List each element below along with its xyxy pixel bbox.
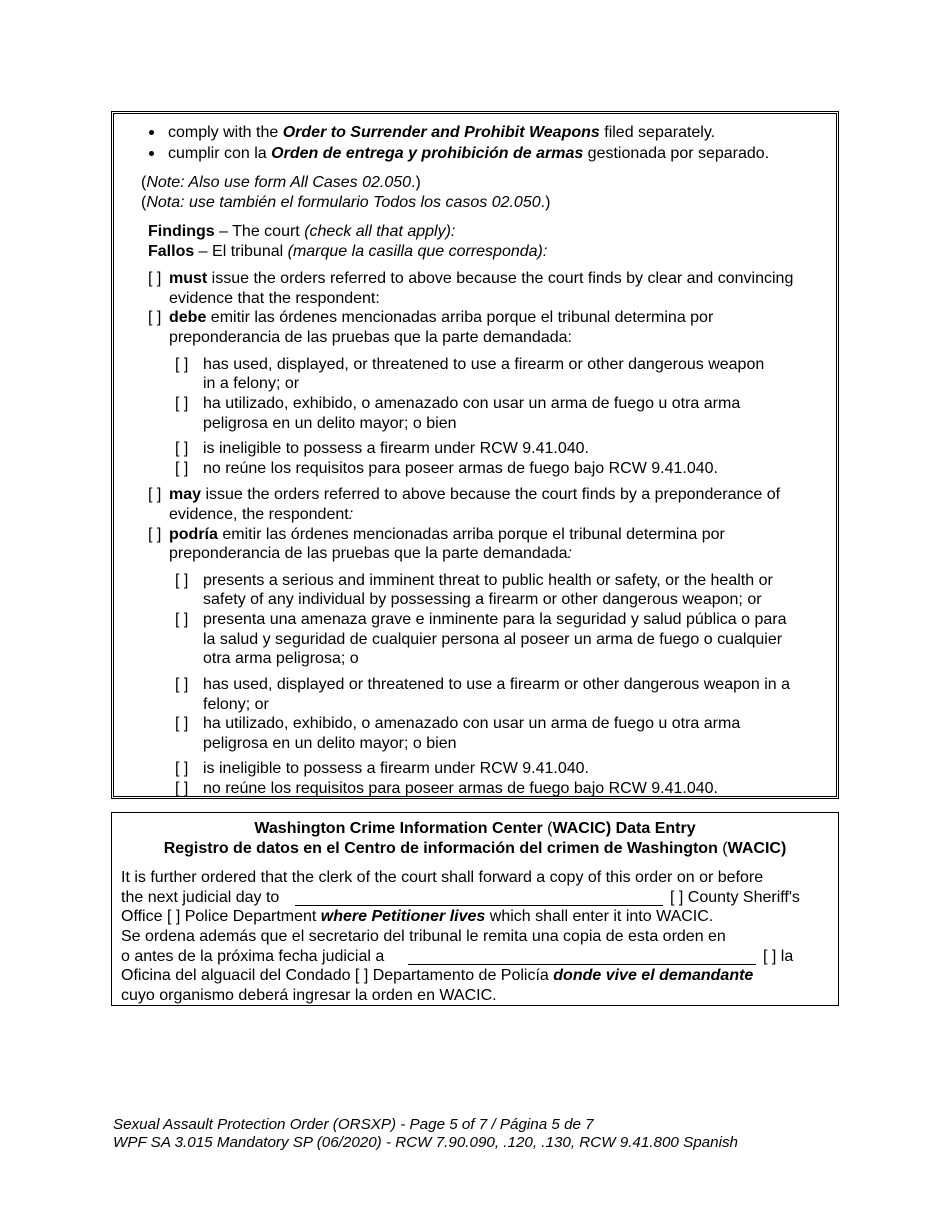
must-ineligible: is ineligible to possess a firearm under RCW 9.41.040. xyxy=(203,440,589,457)
checkbox-must-felony-es[interactable]: [ ] xyxy=(175,395,189,412)
checkbox-may-ineligible[interactable]: [ ] xyxy=(175,760,189,777)
sheriff-blank-field[interactable] xyxy=(295,888,663,906)
checkbox-must-felony[interactable]: [ ] xyxy=(175,356,189,373)
may-felony-es-line-1: ha utilizado, exhibido, o amenazado con usar un arma de fuego u otra arma xyxy=(203,715,741,732)
footer-form-info: WPF SA 3.015 Mandatory SP (06/2020) - RCW 7.90.090, .120, .130, RCW 9.41.800 Spanish xyxy=(113,1134,738,1151)
wacic-para-line-4: Se ordena además que el secretario del tribunal le remita una copia de esta orden en xyxy=(121,928,726,945)
checkbox-may-felony[interactable]: [ ] xyxy=(175,676,189,693)
wacic-para-line-5: o antes de la próxima fecha judicial a xyxy=(121,948,385,965)
checkbox-county-sheriff[interactable]: [ ] County Sheriff's xyxy=(670,889,800,906)
wacic-para-line-7: cuyo organismo deberá ingresar la orden en WACIC. xyxy=(121,987,497,1004)
checkbox-must-ineligible-es[interactable]: [ ] xyxy=(175,460,189,477)
alguacil-blank-field[interactable] xyxy=(408,947,756,965)
podria-line-2: preponderancia de las pruebas que la parte demandada: xyxy=(169,545,572,562)
checkbox-may-threat[interactable]: [ ] xyxy=(175,572,189,589)
bullet-icon xyxy=(149,151,154,156)
wacic-section xyxy=(111,812,839,1006)
must-felony-es-line-2: peligrosa en un delito mayor; o bien xyxy=(203,415,457,432)
wacic-para-line-3: Office [ ] Police Department where Petitioner lives which shall enter it into WACIC. xyxy=(121,908,714,925)
may-line-1: may issue the orders referred to above because the court finds by a preponderance of xyxy=(169,486,781,503)
wacic-para-line-6: Oficina del alguacil del Condado [ ] Departamento de Policía donde vive el demandante xyxy=(121,967,754,984)
bullet-comply-english: comply with the Order to Surrender and Prohibit Weapons filed separately. xyxy=(168,124,716,141)
debe-line-1: debe emitir las órdenes mencionadas arriba porque el tribunal determina por xyxy=(169,309,714,326)
must-ineligible-es: no reúne los requisitos para poseer armas de fuego bajo RCW 9.41.040. xyxy=(203,460,718,477)
wacic-title-english: Washington Crime Information Center (WACIC) Data Entry xyxy=(254,820,696,837)
note-spanish: (Nota: use también el formulario Todos los casos 02.050.) xyxy=(141,194,551,211)
wacic-para-line-2: the next judicial day to xyxy=(121,889,280,906)
bullet-icon xyxy=(149,130,154,135)
checkbox-must[interactable]: [ ] xyxy=(148,270,162,287)
must-felony-line-1: has used, displayed, or threatened to use a firearm or other dangerous weapon xyxy=(203,356,765,373)
may-threat-line-1: presents a serious and imminent threat to public health or safety, or the health or xyxy=(203,572,773,589)
must-felony-line-2: in a felony; or xyxy=(203,375,300,392)
may-threat-line-2: safety of any individual by possessing a firearm or other dangerous weapon; or xyxy=(203,591,762,608)
checkbox-may-felony-es[interactable]: [ ] xyxy=(175,715,189,732)
podria-line-1: podría emitir las órdenes mencionadas arriba porque el tribunal determina por xyxy=(169,526,725,543)
debe-line-2: preponderancia de las pruebas que la parte demandada: xyxy=(169,329,572,346)
may-felony-line-2: felony; or xyxy=(203,696,269,713)
may-ineligible: is ineligible to possess a firearm under RCW 9.41.040. xyxy=(203,760,589,777)
checkbox-may-threat-es[interactable]: [ ] xyxy=(175,611,189,628)
findings-heading-english: Findings – The court (check all that apply): xyxy=(148,223,456,240)
may-felony-line-1: has used, displayed or threatened to use a firearm or other dangerous weapon in a xyxy=(203,676,791,693)
wacic-para-line-1: It is further ordered that the clerk of the court shall forward a copy of this order on or before xyxy=(121,869,764,886)
may-line-2: evidence, the respondent: xyxy=(169,506,354,523)
checkbox-debe[interactable]: [ ] xyxy=(148,309,162,326)
must-line-1: must issue the orders referred to above because the court finds by clear and convincing xyxy=(169,270,794,287)
must-line-2: evidence that the respondent: xyxy=(169,290,380,307)
checkbox-must-ineligible[interactable]: [ ] xyxy=(175,440,189,457)
weapons-order-section xyxy=(111,111,839,799)
footer-page-info: Sexual Assault Protection Order (ORSXP) - Page 5 of 7 / Página 5 de 7 xyxy=(113,1116,594,1133)
wacic-title-spanish: Registro de datos en el Centro de información del crimen de Washington (WACIC) xyxy=(163,840,787,857)
bullet-comply-spanish: cumplir con la Orden de entrega y prohibición de armas gestionada por separado. xyxy=(168,145,770,162)
findings-heading-spanish: Fallos – El tribunal (marque la casilla que corresponda): xyxy=(148,243,548,260)
checkbox-may-ineligible-es[interactable]: [ ] xyxy=(175,780,189,797)
note-english: (Note: Also use form All Cases 02.050.) xyxy=(141,174,421,191)
must-felony-es-line-1: ha utilizado, exhibido, o amenazado con usar un arma de fuego u otra arma xyxy=(203,395,741,412)
checkbox-podria[interactable]: [ ] xyxy=(148,526,162,543)
may-threat-es-line-3: otra arma peligrosa; o xyxy=(203,650,359,667)
checkbox-may[interactable]: [ ] xyxy=(148,486,162,503)
may-threat-es-line-1: presenta una amenaza grave e inminente para la seguridad y salud pública o para xyxy=(203,611,787,628)
may-felony-es-line-2: peligrosa en un delito mayor; o bien xyxy=(203,735,457,752)
checkbox-alguacil[interactable]: [ ] la xyxy=(763,948,794,965)
may-threat-es-line-2: la salud y seguridad de cualquier persona al poseer un arma de fuego o cualquier xyxy=(203,631,783,648)
may-ineligible-es: no reúne los requisitos para poseer armas de fuego bajo RCW 9.41.040. xyxy=(203,780,718,797)
